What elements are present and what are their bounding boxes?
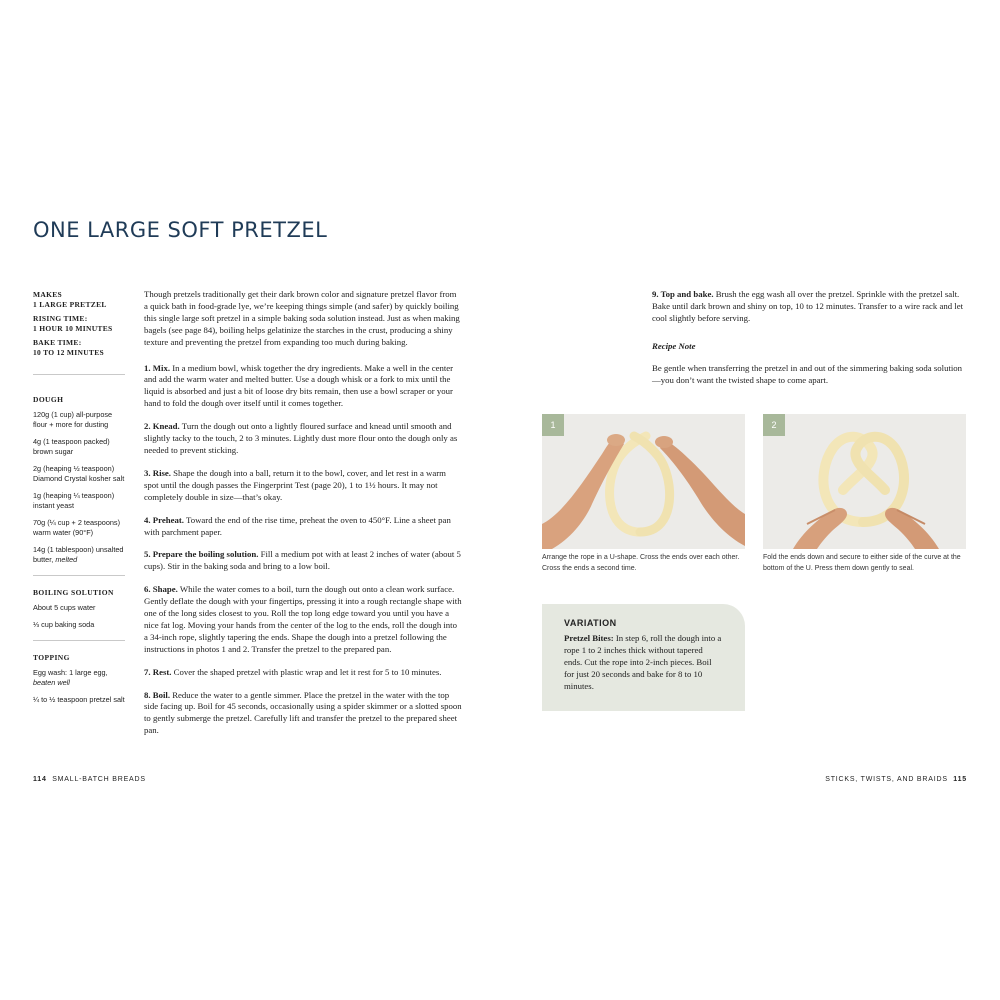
recipe-note-title: Recipe Note xyxy=(652,340,696,351)
running-footer-title: SMALL-BATCH BREADS xyxy=(52,776,146,783)
variation-box xyxy=(542,604,745,711)
ingredient-item: About 5 cups water xyxy=(33,603,96,612)
variation-text: Pretzel Bites: In step 6, roll the dough into a rope 1 to 2 inches thick without tapered ends. Cut the rope into 2-inch pieces. Boil for just 20 seconds and bake for 8 to 10 minutes. xyxy=(564,633,722,692)
ingredient-item: 2g (heaping ½ teaspoon) Diamond Crystal kosher salt xyxy=(33,464,125,483)
step-photo-2 xyxy=(763,414,966,549)
recipe-body-left xyxy=(144,289,462,748)
ingredient-item: 4g (1 teaspoon packed) brown sugar xyxy=(33,437,110,456)
step-boil: 8. Boil. Reduce the water to a gentle simmer. Place the pretzel in the water with the top side facing up. Boil for 45 seconds, occasionally using a spider skimmer or a slotted spoon to gently submerge the pretzel. Carefully lift and transfer the pretzel to the prepared sheet pan. xyxy=(144,689,462,736)
sidebar-divider xyxy=(33,575,125,576)
topping-ingredient-list xyxy=(33,668,125,705)
step-preheat: 4. Preheat. Toward the end of the rise time, preheat the oven to 450°F. Line a sheet pan with parchment paper. xyxy=(144,514,451,537)
ingredient-item: ¼ to ½ teaspoon pretzel salt xyxy=(33,695,125,704)
photo-caption-2: Fold the ends down and secure to either side of the curve at the bottom of the U. Press them down gently to seal. xyxy=(763,554,961,572)
dough-heading: DOUGH xyxy=(33,395,64,404)
photo-number-badge: 1 xyxy=(542,414,564,436)
step-shape: 6. Shape. While the water comes to a boil, turn the dough out onto a clean work surface. Gently deflate the dough with your fingertips, pressing it into a rough rectangle shape with one of the long sides closest to you. Roll the top long edge toward you until you have a nice fat log. Moving your hands from the center of the log to the ends, roll the dough into a 34-inch rope, slightly tapering the ends. Shape the dough into a pretzel following the instructions in photos 1 and 2. Transfer the pretzel to the prepared pan. xyxy=(144,584,462,654)
step-knead: 2. Knead. Turn the dough out onto a lightly floured surface and knead until smooth and slightly tacky to the touch, 2 to 3 minutes. Lightly dust more flour onto the dough only as needed to prevent sticking. xyxy=(144,421,458,455)
recipe-note-text: Be gentle when transferring the pretzel in and out of the simmering baking soda solution—you don’t want the twisted shape to come apart. xyxy=(652,362,963,385)
pretzel-folded-image xyxy=(763,414,966,549)
step-top-and-bake: 9. Top and bake. Brush the egg wash all over the pretzel. Sprinkle with the pretzel salt. Bake until dark brown and shiny on top, 10 to 12 minutes. Transfer to a wire rack and let cool slightly before serving. xyxy=(652,289,964,323)
step-mix: 1. Mix. In a medium bowl, whisk together the dry ingredients. Make a well in the center and add the warm water and melted butter. Use a dough whisk or a fork to mix until the liquid is absorbed and just a bit of loose dry bits remain, then use a bowl scraper or your hand to fold the dough over itself until it comes together. xyxy=(144,362,454,409)
ingredient-item: ⅓ cup baking soda xyxy=(33,620,95,629)
pretzel-u-shape-image xyxy=(542,414,745,549)
rising-time-label: RISING TIME: xyxy=(33,314,88,323)
ingredient-item: 120g (1 cup) all-purpose flour + more for dusting xyxy=(33,410,113,429)
boiling-solution-heading: BOILING SOLUTION xyxy=(33,588,114,597)
sidebar-divider xyxy=(33,374,125,375)
makes-label: MAKES xyxy=(33,290,63,299)
bake-time-label: BAKE TIME: xyxy=(33,338,82,347)
recipe-body-right xyxy=(652,289,968,396)
ingredient-item: 14g (1 tablespoon) unsalted butter, melted xyxy=(33,545,124,564)
ingredient-item: 1g (heaping ¼ teaspoon) instant yeast xyxy=(33,491,115,510)
page-number: 115 xyxy=(953,776,967,783)
page-number: 114 xyxy=(33,776,47,783)
dough-ingredient-list xyxy=(33,410,125,565)
intro-paragraph: Though pretzels traditionally get their dark brown color and signature pretzel flavor from a quick bath in food-grade lye, we’re keeping things simple (and safer) by quickly boiling this single large soft pretzel in a simple baking soda solution instead. Just as when making bagels (see page 84), boiling helps gelatinize the starches in the crust, producing a shiny texture and preventing the pretzel from expanding too much during baking. xyxy=(144,289,460,347)
rising-time-value: 1 HOUR 10 MINUTES xyxy=(33,323,113,333)
step-rest: 7. Rest. Cover the shaped pretzel with plastic wrap and let it rest for 5 to 10 minutes. xyxy=(144,666,442,677)
variation-heading: VARIATION xyxy=(564,618,617,628)
step-rise: 3. Rise. Shape the dough into a ball, return it to the bowl, cover, and let rest in a warm spot until the dough passes the Fingerprint Test (page 20), 1 to 1½ hours. It may not completely double in size—that’s okay. xyxy=(144,467,446,502)
running-footer-title: STICKS, TWISTS, AND BRAIDS xyxy=(825,776,948,783)
recipe-sidebar xyxy=(33,290,125,712)
boiling-ingredient-list xyxy=(33,603,125,630)
photo-number-badge: 2 xyxy=(763,414,785,436)
step-prepare-boiling: 5. Prepare the boiling solution. Fill a medium pot with at least 2 inches of water (about 5 cups). Stir in the baking soda and bring to a low boil. xyxy=(144,549,461,572)
makes-value: 1 LARGE PRETZEL xyxy=(33,299,107,309)
bake-time-value: 10 TO 12 MINUTES xyxy=(33,347,104,357)
topping-heading: TOPPING xyxy=(33,653,70,662)
ingredient-item: Egg wash: 1 large egg, beaten well xyxy=(33,668,108,687)
step-photo-1 xyxy=(542,414,745,549)
recipe-title: ONE LARGE SOFT PRETZEL xyxy=(33,218,328,242)
sidebar-divider xyxy=(33,640,125,641)
photo-caption-1: Arrange the rope in a U-shape. Cross the ends over each other. Cross the ends a second time. xyxy=(542,554,740,572)
ingredient-item: 70g (¼ cup + 2 teaspoons) warm water (90°F) xyxy=(33,518,121,537)
footer-left xyxy=(33,776,146,783)
footer-right xyxy=(825,776,967,783)
